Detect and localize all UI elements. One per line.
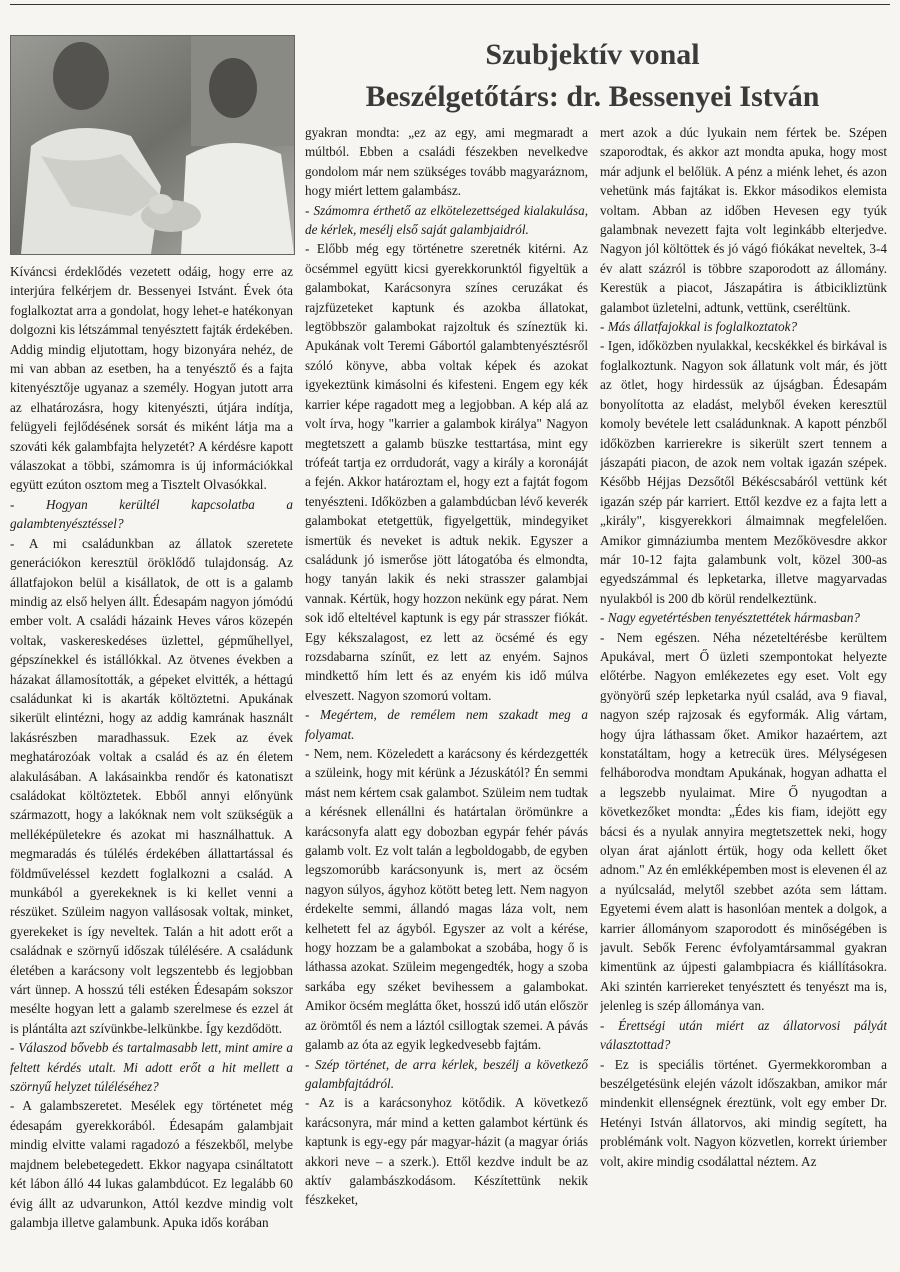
body-paragraph: - Nem, nem. Közeledett a karácsony és kérdezgették a szüleink, hogy mit kérünk a Jézuskától? Én semmi mást nem kértem csak galambot. Szüleim nem tudtak a kérésnek ellenállni és határtalan örömünkre a karácsonyfa alatt egy dobozban egypár fehér pávás galamb volt. Ez volt talán a legboldogabb, de egyben legszomorúbb karácsonyunk is, mert az öcsém nagyon súlyos, ágyhoz kötött beteg lett. Nem nagyon érdekelte semmi, állandó magas láza volt, nem kelhetett fel az ágyból. Egyszer az volt a kérése, hogy hozzam be a galambokat a szobába, hogy ő is láthassa azokat. Szüleim megengedték, hogy a szoba sarkába egy széket bevihessem a galambokat. Amikor öcsém meglátta őket, hosszú idő után először az örömtől és nem a láztól csillogtak szemei. A pávás galamb az óta az egyik legkedvesebb fajtám. [305, 746, 588, 1053]
title-line-2: Beszélgetőtárs: dr. Bessenyei István [365, 80, 820, 113]
interview-question: - Érettségi után miért az állatorvosi pályát választottad? [600, 1017, 887, 1053]
article-title [305, 34, 880, 118]
body-paragraph: - Előbb még egy történetre szeretnék kitérni. Az öcsémmel együtt kicsi gyerekkorunktól figyeltük a galambokat, Karácsonyra színes ceruzákat és rajzfüzeteket kaptunk és azokba állatokat, legtöbbször galambokat rajzoltuk és színeztük ki. Apukának volt Teremi Gábortól galambtenyésztésről szóló könyve, abba voltak képek és azokat igyekeztünk kimásolni és kifesteni. Engem egy kék karrier képe ragadott meg a legjobban. A kép alá az volt írva, hogy "karrier a galambok királya" Nagyon megtetszett a galamb büszke testtartása, mint egy trófeát tartja ez orrdudorát, vagy a király a koronáját a fején. Akkor határoztam el, hogy ezt a fajtát fogom tenyészteni. Időközben a galambdúcban lévő keverék galambokat etetgettük, figyelgettük, mindegyiket ismertük és neveket is adtuk nekik. Egyszer a családunk jó ismerőse jött látogatóba és elmondta, hogy tanyán lakik és neki strasszer galambjai vannak. Kértük, hogy hozzon nekünk egy párat. Nem sok idő elteltével kaptunk is egy pár strasszer fiókát. Egy kékszalagost, ez lett az öcsémé és egy rozsdabarna színűt, ez lett az enyém. Sajnos mindkettő hím lett és az enyém kis idő múlva elveszett. Nagyon szomorú voltam. [305, 241, 588, 703]
interview-question: - Hogyan kerültél kapcsolatba a galambtenyésztéssel? [10, 496, 293, 532]
interview-question: - Válaszod bővebb és tartalmasabb lett, mint amire a feltett kérdés utalt. Mi adott erőt a hit mellett a szörnyű helyzet túléléséhez? [10, 1040, 293, 1095]
body-paragraph: - Ez is speciális történet. Gyermekkoromban a beszélgetésünk elején vázolt időszakban, amikor már mindenkit ellenségnek éreztünk, volt egy ember Dr. Hetényi István állatorvos, aki mindig segített, ha problémánk volt. Nagyon közvetlen, korrekt úriember volt, akire mindig csodálattal néztem. Az [600, 1056, 887, 1169]
body-paragraph: - A mi családunkban az állatok szeretete generációkon keresztül öröklődő tulajdonság. Az állatfajokon belül a kisállatok, de ott is a galamb mindig az első helyen állt. Édesapám nagyon jómódú ember volt. A családi házaink Heves város közepén voltak, vaskereskedéses üzlettel, gépműhellyel, gépszínekkel és istállókkal. Az ötvenes években a házakat államosították, a gépeket elvitték, a héttagú családunkat ki is akarták költöztetni. Apukának sikerült elintézni, hogy az addig kamrának használt lakásrészben maradhassuk. Ezek az évek meghatározóak voltak a család és az én életem alakulásában. A lakásainkba rendőr és katonatiszt családokat költöztetek. Ebből annyi előnyünk származott, hogy a lakóknak nem volt szükségük a melléképületekre és azokat mi használhattuk. A megmaradás és túlélés érdekében állattartással és földműveléssel kezdett foglalkozni a család. A munkából a gyerekeknek is ki kellet venni a részüket. Szüleim nagyon vallásosak voltak, minket, gyerekeket is így neveltek. Talán a hit adott erőt a családnak e szörnyű időszak túlélésére. A családunk életében a karácsony volt legszentebb és legjobban várt ünnep. A hosszú téli estéken Édesapám sokszor mesélte hogyan lett a galamb szerelmese és ezzel át is plántálta azt szívünkbe-lelkünkbe. Így kezdődött. [10, 535, 293, 1036]
body-paragraph: - A galambszeretet. Mesélek egy történetet még édesapám gyerekkorából. Édesapám galambjait mindig elvitte valami ragadozó a fészekből, melybe majdnem belebetegedett. Ekkor nagyapa csináltatott két lábon álló 44 lukas galambdúcot. Ez legalább 60 évig állt az udvarunkon, Attól kezdve mindig volt galambja illetve galambunk. Apuka idős korában [10, 1098, 293, 1230]
top-rule [10, 4, 890, 5]
body-paragraph: mert azok a dúc lyukain nem fértek be. Szépen szaporodtak, és akkor azt mondta apuka, hogy most már adjunk el belőlük. A pénz a miénk lehet, és azon vehetünk más fajtákat is. Ekkor másodikos elemista voltam. Abban az időben Hevesen egy tyúk galambnak nevezett fajta volt leginkább elterjedve. Nagyon jól költöttek és jó vágó fiókákat neveltek, 3-4 év alatt százról is többre szaporodott az állomány. Kerestük a piacot, Jászapátira is átbicikliztünk galambot üzletelni, adtunk, vettünk, cseréltünk. [600, 125, 887, 315]
text-column-1 [10, 262, 293, 1266]
interview-question: - Megértem, de remélem nem szakadt meg a folyamat. [305, 707, 588, 742]
interview-question: - Más állatfajokkal is foglalkoztatok? [600, 319, 798, 335]
interview-question: - Számomra érthető az elkötelezettséged kialakulása, de kérlek, mesélj első saját galambjaidról. [305, 202, 588, 238]
body-paragraph: - Nem egészen. Néha nézeteltérésbe kerültem Apukával, mert Ő üzleti szempontokat helyezte előtérbe. Nagyon emlékezetes egy eset. Volt egy gyönyörű szép lepketarka nyúl család, ava 9 fiaval, nagyon szép rajzosak és egyformák. Alig vártam, hogy újra láthassam őket. Amikor hazaértem, azt konstatáltam, hogy a ketrecük üres. Mélységesen felháborodva mondtam Apukának, hogyan adhatta el a legszebb nyulaimat. Mire Ő nyugodtan a következőket mondta: „Édes kis fiam, idejött egy bácsi és a nyulak annyira megtetszettek neki, hogy olyan árat ajánlott értük, hogy oda kellett őket adnom." Az én emlékképemben most is elevenen él az a nyúlcsalád, melytől szebbet azóta sem láttam. Egyetemi évem alatt is hasonlóan mentek a dolgok, a karrier állományom szaporodott és minőségében is javult. Sebők Ferenc évfolyamtársammal gyakran kimentünk az újpesti galambpiacra és kiállításokra. Aki szintén karriereket tenyésztett és tenyészt ma is, jelenleg is szép állománya van. [600, 629, 887, 1014]
body-paragraph: Kíváncsi érdeklődés vezetett odáig, hogy erre az interjúra felkérjem dr. Bessenyei Istvánt. Évek óta foglalkoztat arra a gondolat, hogy lehet-e hatékonyan dolgozni kis létszámmal tenyésztett fajták érdekében. Addig mindig eljutottam, hogy bizonyára nehéz, de mi van abban az esetben, ha a tenyésztő és a fajta kitenyésztője ugyanaz a személy. Hogyan jutott arra az elhatározásra, hogy kitenyészti, útjára indítja, felügyeli fejlődésének sorsát és miként látja ma a szováti kék galambfajta helyzetét? A kérdésre kapott válaszokat a többi, számomra is új információkkal együtt ezúton osztom meg a Tisztelt Olvasókkal. [10, 264, 293, 493]
interview-question: - Nagy egyetértésben tenyésztettétek hármasban? [600, 610, 861, 626]
text-column-2 [305, 123, 588, 1266]
body-paragraph: gyakran mondta: „ez az egy, ami megmaradt a múltból. Ebben a családi fészekben nevelkedve gondolom már nem szükséges tovább magyaráznom, hogy miért lettem galambász. [305, 125, 588, 199]
interview-question: - Szép történet, de arra kérlek, beszélj a következő galambfajtádról. [305, 1056, 588, 1091]
body-paragraph: - Igen, időközben nyulakkal, kecskékkel és birkával is foglalkoztunk. Nagyon sok állatunk volt már, és jött az ötlet, hogy hirdessük az újságban. Édesapám bonyolította az eladást, melyből éveken keresztül komoly bevétele lett családunknak. A kapott pénzből időközben karrierekre is sikerült szert tennem a jászapáti piacon, de azok nem voltak igazán szépek. Később Héjjas Dezsőtől Békéscsabáról vettünk két igazán szép pár karriert. Ettől kezdve ez a fajta lett a „király", kisgyerekkori álmaimnak megfelelően. Amikor gimnáziumba mentem Mezőkövesdre akkor már 10-12 fajta galambunk volt, közel 300-as egyedszámmal és lepketarka, illetve magyarvadas nyulakból is 200 db körül rendelkeztünk. [600, 338, 887, 606]
text-column-3 [600, 123, 887, 1266]
interview-photo [10, 35, 295, 255]
body-paragraph: - Az is a karácsonyhoz kötődik. A következő karácsonyra, már mind a ketten galambot kértünk és kaptunk is egy-egy pár magyar-házit (a magyar óriás akkori neve – a szerk.). Ettől kezdve indult be az aktív galambászkodásom. Készítettünk nekik fészkeket, [305, 1095, 588, 1208]
title-line-1: Szubjektív vonal [485, 38, 700, 71]
